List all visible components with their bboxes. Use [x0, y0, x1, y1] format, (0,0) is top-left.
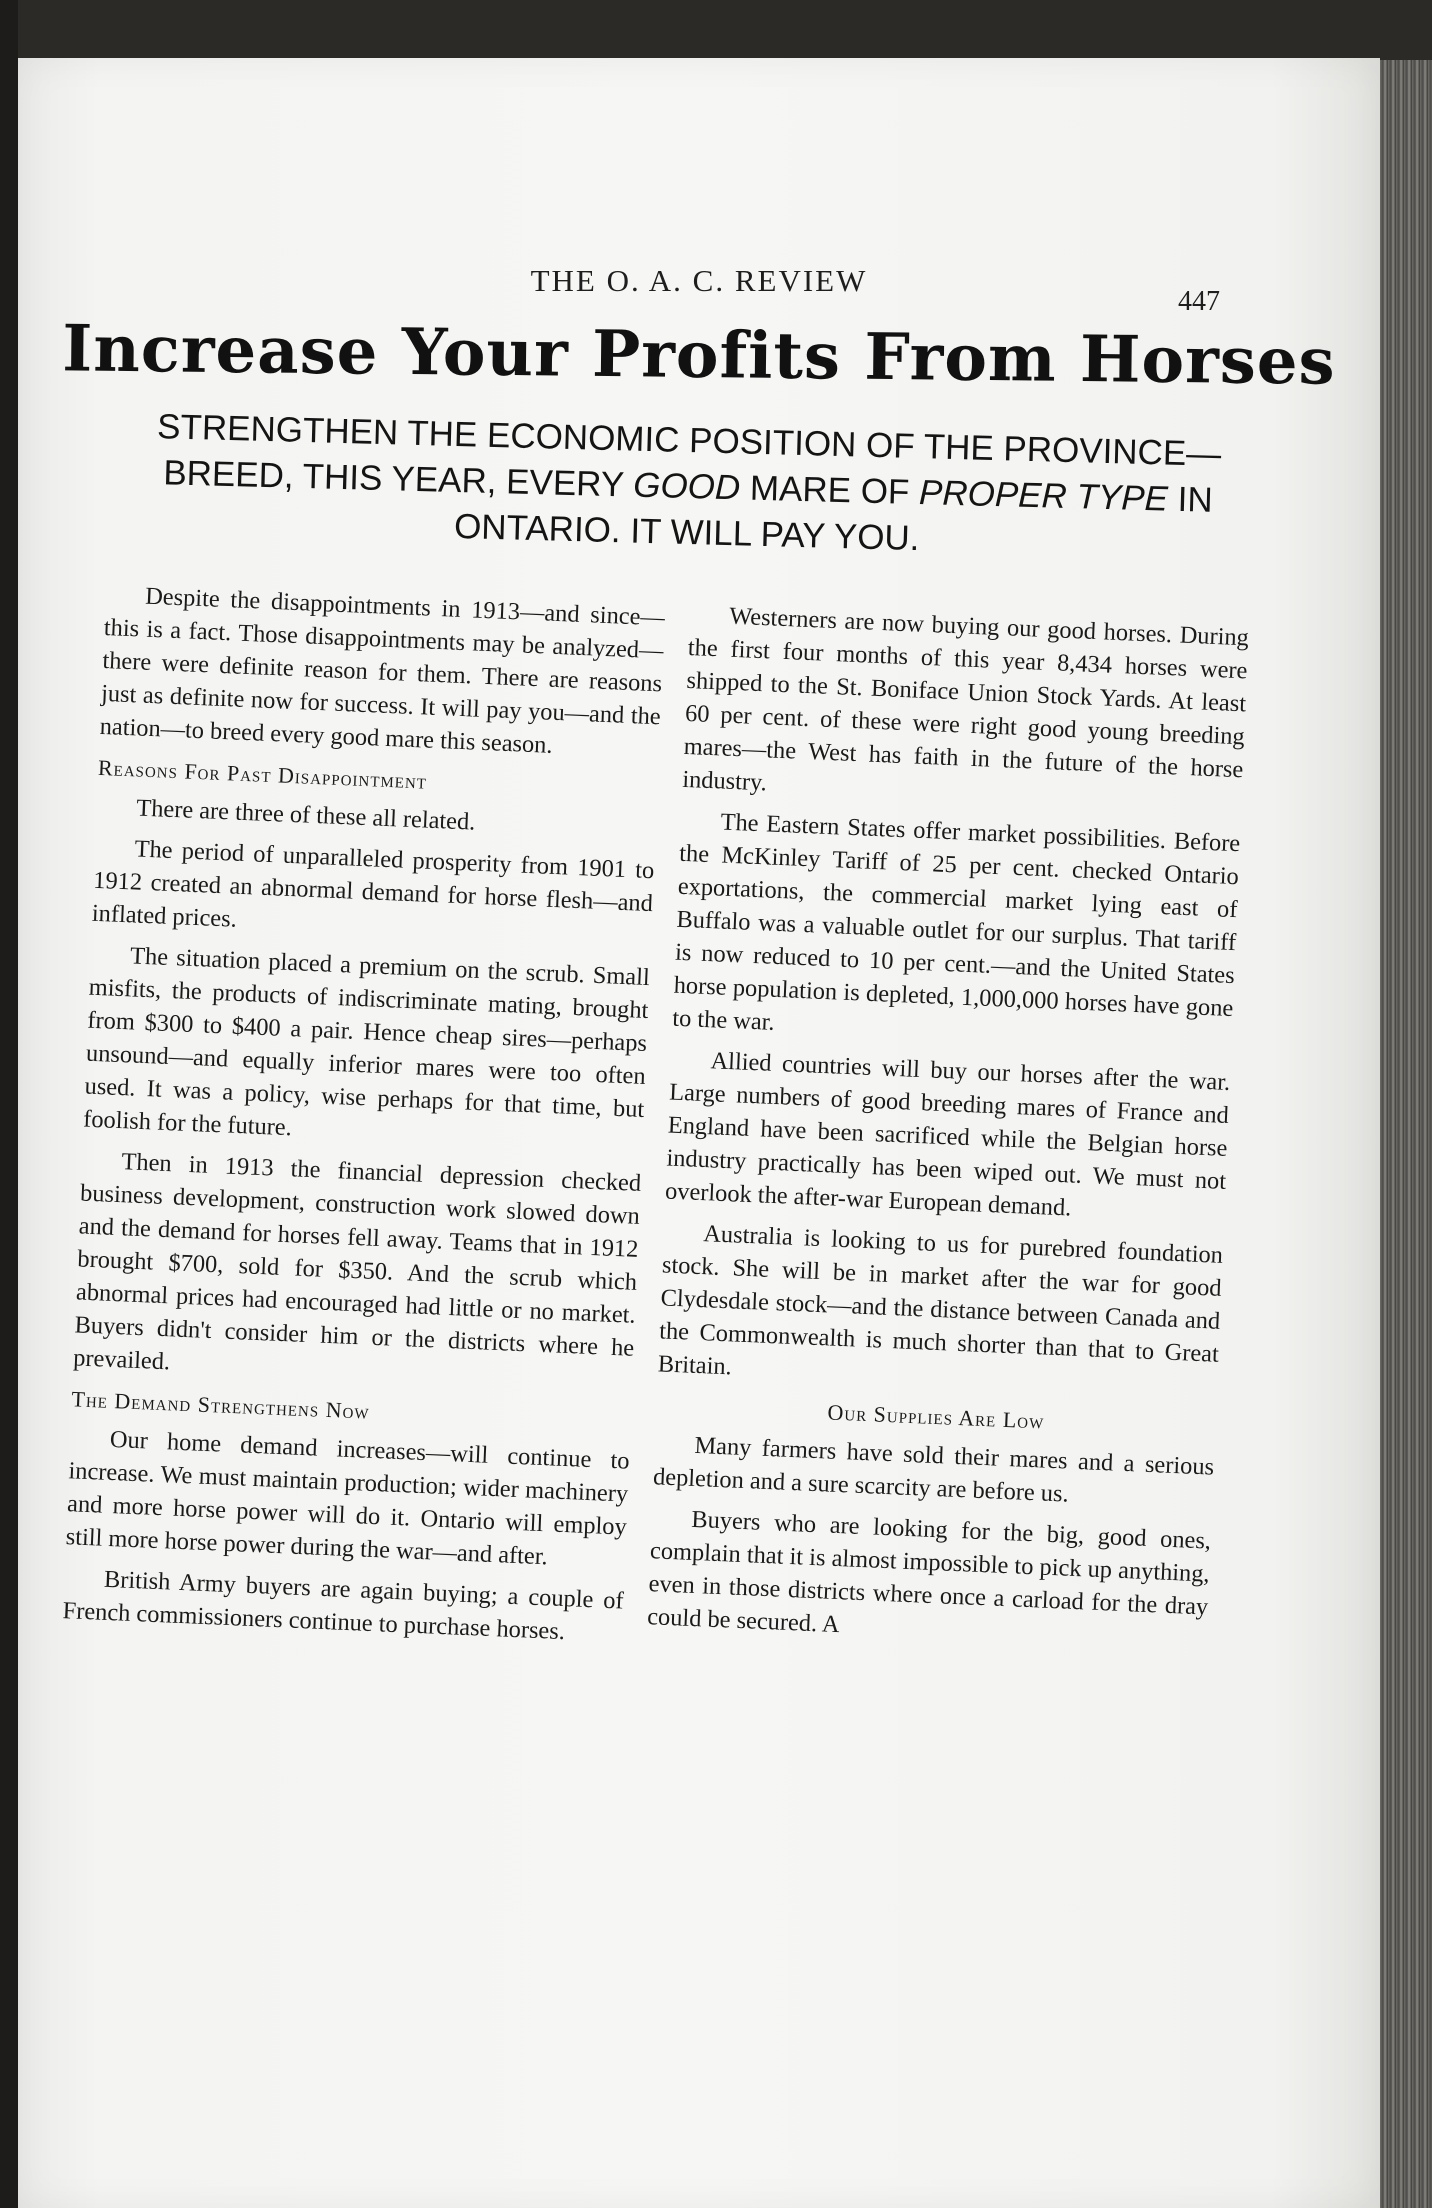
binding-shadow: [0, 0, 18, 2208]
paragraph: The Eastern States offer market possibilities. Before the McKinley Tariff of 25 per cent. checked Ontario exportations, the commercial market lying east of Buffalo was a valuable outlet for our surplus. That tariff is now reduced to 10 per cent.—and the United States horse population is depleted, 1,000,000 horses have gone to the war.: [671, 808, 1241, 1036]
paragraph: Buyers who are looking for the big, good ones, complain that it is almost impossible to pick up anything, even in those districts where once a carload for the dray could be secured. A: [646, 1505, 1212, 1639]
subtitle-part: STRENGTHEN THE ECONOMIC POSITION OF THE PROVINCE— BREED, THIS YEAR, EVERY: [156, 407, 1222, 505]
subtitle-emphasis: GOOD: [632, 465, 741, 508]
page-stack-edge: [1380, 60, 1432, 2208]
subtitle-part: MARE OF: [739, 468, 920, 513]
paragraph: The period of unparalleled prosperity from 1901 to 1912 created an abnormal demand for horse flesh—and inflated prices.: [91, 835, 655, 933]
subtitle-part: IN ONTARIO. IT WILL PAY YOU.: [453, 479, 1214, 559]
paragraph: Westerners are now buying our good horses. During the first four months of this year 8,434 horses were shipped to the St. Boniface Union Stock Yards. At least 60 per cent. of these were right good young breeding mares—the West has faith in the future of the horse industry.: [681, 602, 1250, 797]
paragraph: British Army buyers are again buying; a couple of French commissioners continue to purchase horses.: [62, 1565, 625, 1646]
paragraph: Australia is looking to us for purebred foundation stock. She will be in market after the war for good Clydesdale stock—and the distance between Canada and the Commonwealth is much shorter than that to Great Britain.: [657, 1220, 1224, 1381]
right-column: [646, 598, 1249, 1665]
paragraph: There are three of these all related.: [135, 794, 476, 836]
section-heading: Our Supplies Are Low: [827, 1399, 1045, 1434]
article-title: Increase Your Profits From Horses: [61, 311, 1337, 400]
running-header: THE O. A. C. REVIEW: [530, 263, 868, 298]
paragraph: Despite the disappointments in 1913—and since—this is a fact. Those disappointments may be analyzed—there were definite reason for them. There are reasons just as definite now for success. It will pay you—and the nation—to breed every good mare this season.: [99, 582, 666, 759]
section-heading: Reasons For Past Disappointment: [97, 754, 428, 794]
section-heading: The Demand Strengthens Now: [71, 1386, 371, 1424]
subtitle-emphasis: PROPER TYPE: [918, 473, 1169, 519]
paragraph: Then in 1913 the financial depression checked business development, construction work slowed down and the demand for horses fell away. Teams that in 1912 brought $700, sold for $350. And the scrub which abnormal prices had encouraged had little or no market. Buyers didn't consider him or the districts where he prevailed.: [72, 1148, 642, 1376]
page-number: 447: [1178, 286, 1220, 317]
article-subtitle: [106, 403, 1269, 571]
left-column: [62, 578, 666, 1659]
paragraph: Allied countries will buy our horses after the war. Large numbers of good breeding mares of France and England have been sacrificed while the Belgian horse industry practically has been wiped out. We must not overlook the after-war European demand.: [664, 1047, 1231, 1222]
paragraph: Many farmers have sold their mares and a serious depletion and a sure scarcity are before us.: [652, 1431, 1215, 1508]
paragraph: Our home demand increases—will continue to increase. We must maintain production; wider machinery and more horse power will do it. Ontario will employ still more horse power during the war—and after.: [65, 1425, 631, 1571]
magazine-page: [18, 58, 1380, 2208]
paragraph: The situation placed a premium on the scrub. Small misfits, the products of indiscriminate mating, brought from $300 to $400 a pair. Hence cheap sires—perhaps unsound—and equally inferior mares were too often used. It was a policy, wise perhaps for that time, but foolish for the future.: [82, 942, 651, 1142]
